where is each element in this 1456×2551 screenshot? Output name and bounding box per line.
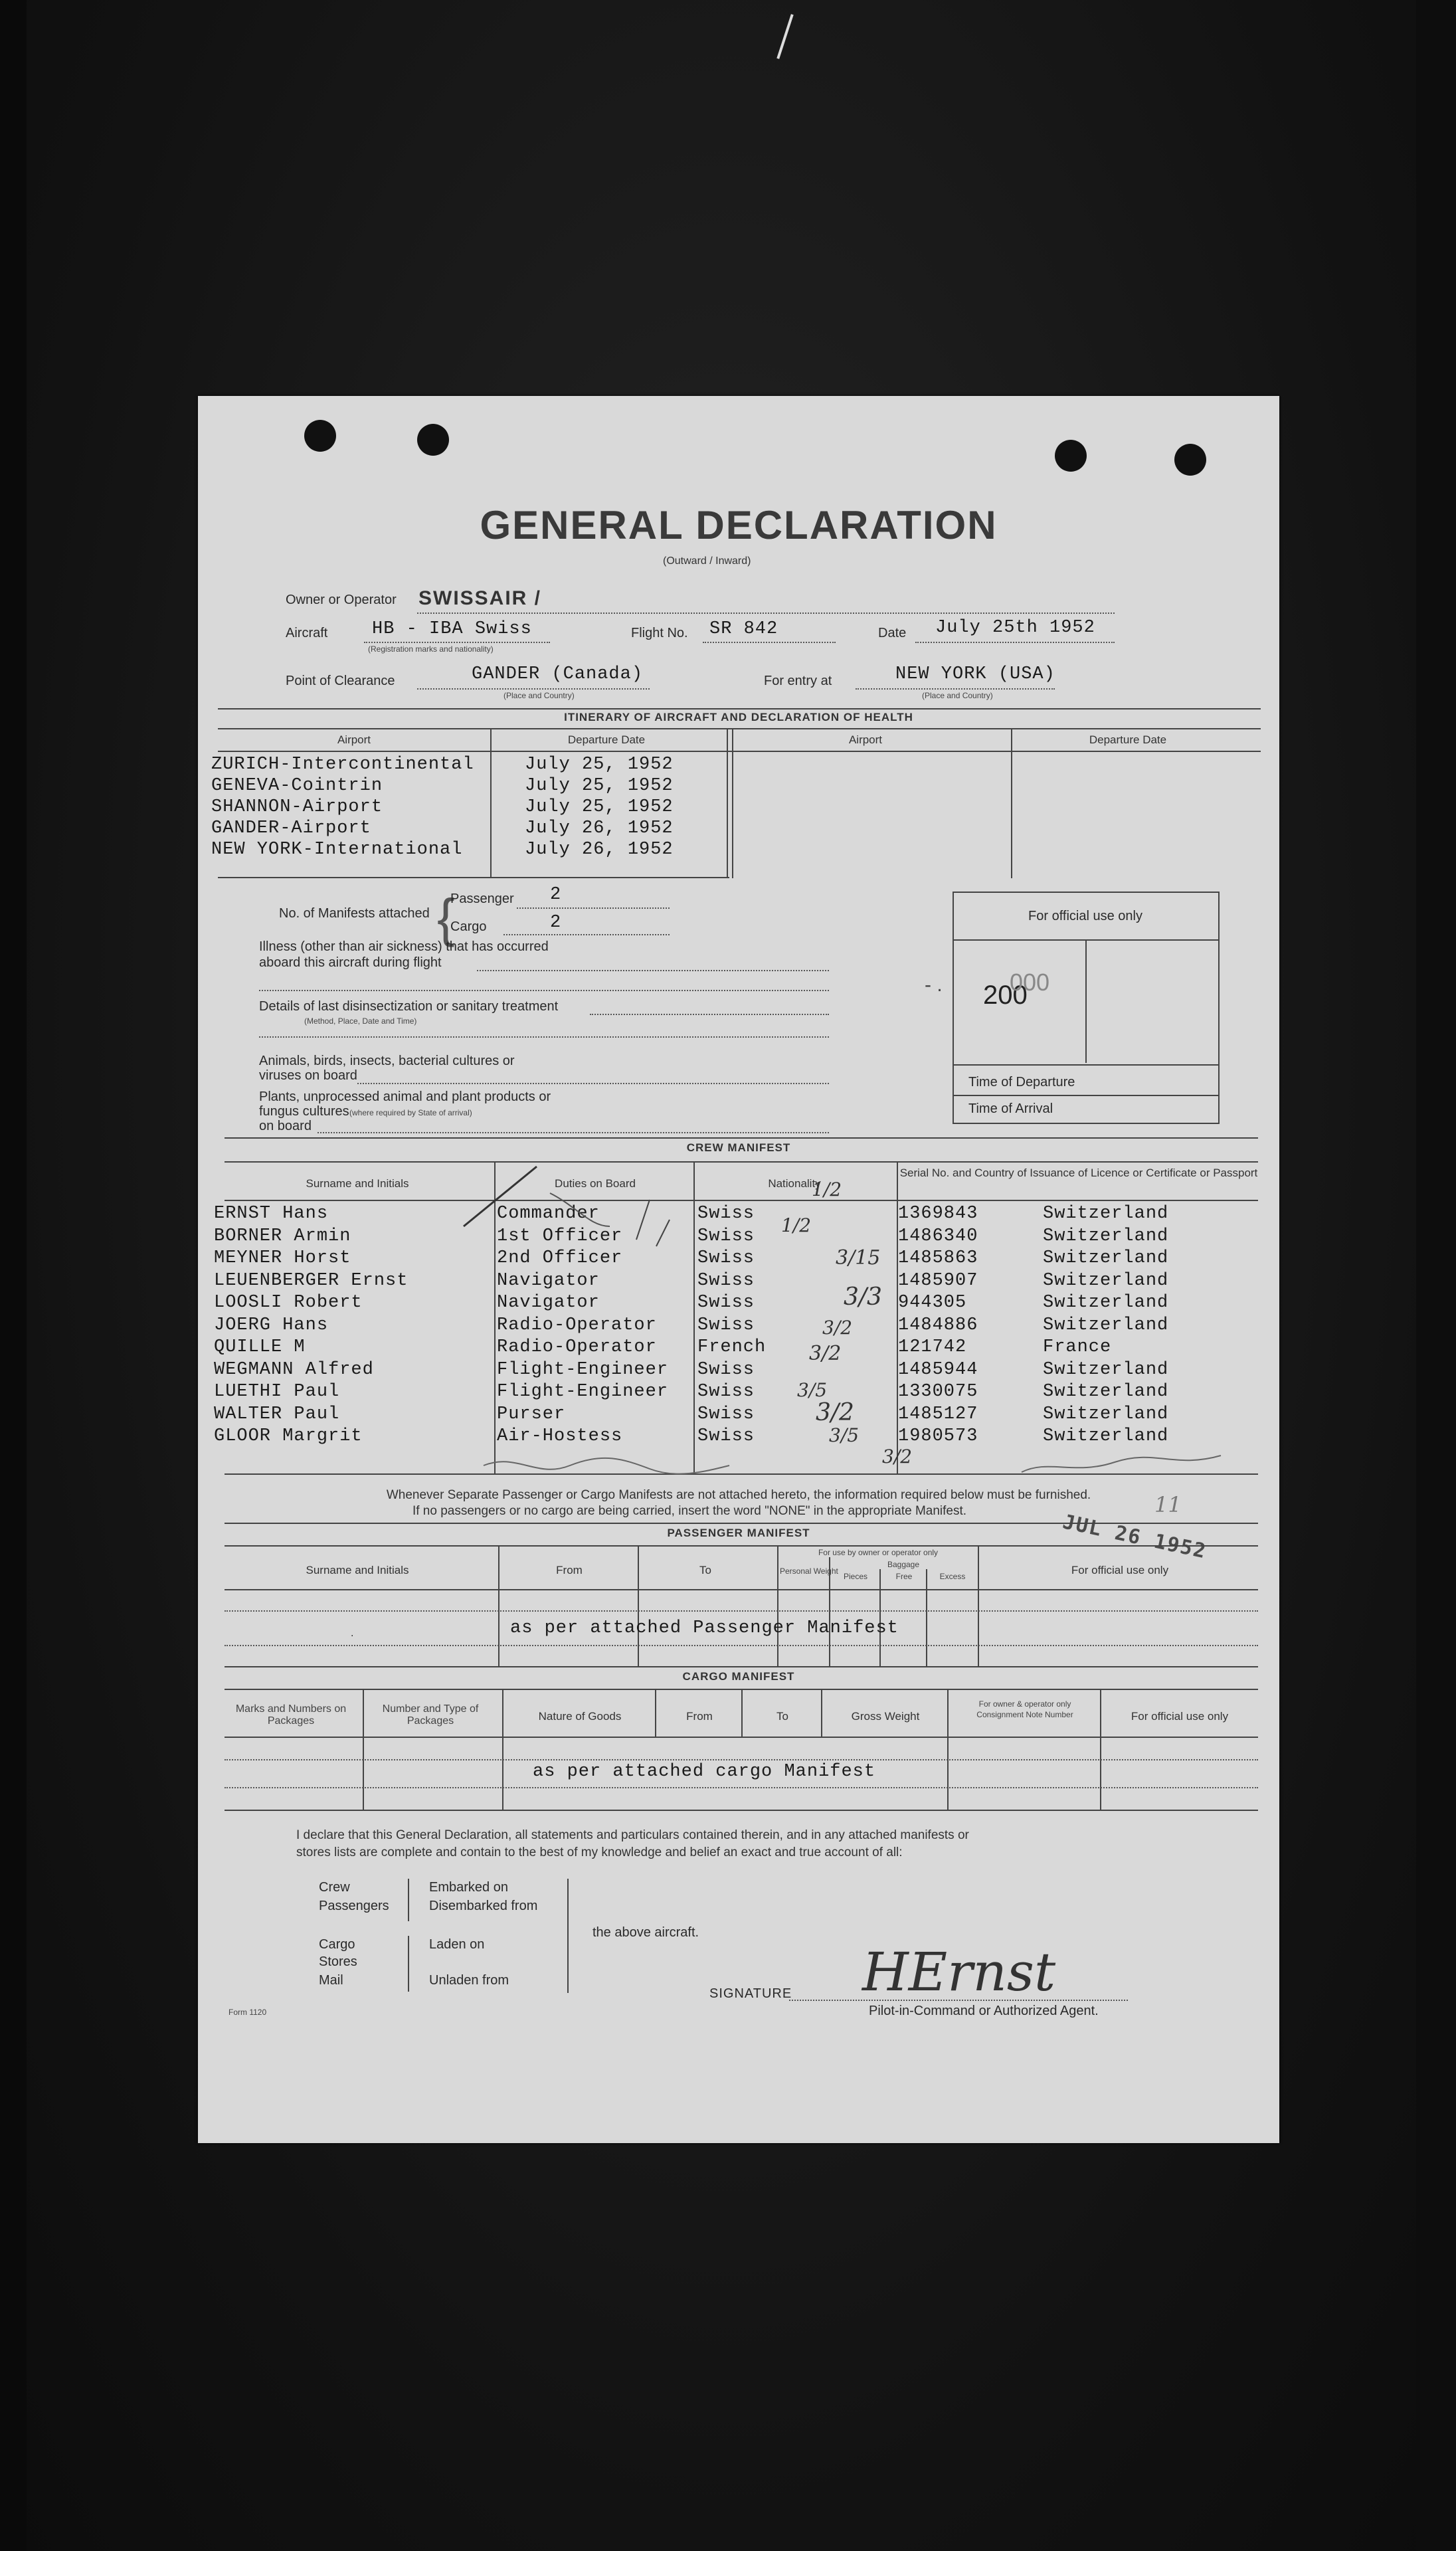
illness-label: Illness (other than air sickness) that has occurred — [259, 939, 549, 954]
pax-divider — [829, 1557, 830, 1666]
crew-nat: Swiss — [697, 1204, 755, 1224]
crew-serial: 1485944 — [898, 1359, 978, 1380]
animals-label-2: viruses on board — [259, 1068, 357, 1083]
illness-label-2: aboard this aircraft during flight — [259, 955, 442, 970]
rule — [225, 1545, 1258, 1547]
crew-serial: 1485863 — [898, 1248, 978, 1268]
cargo-entry: as per attached cargo Manifest — [533, 1762, 876, 1782]
pax-dot: . — [351, 1628, 354, 1639]
owner-value: SWISSAIR / — [418, 587, 542, 609]
notice-line-1: Whenever Separate Passenger or Cargo Manifests are not attached hereto, the information required below must be furnished. — [386, 1488, 1091, 1502]
time-departure-label: Time of Departure — [968, 1075, 1075, 1089]
crew-col-nationality: Nationality — [768, 1177, 821, 1190]
handwritten-mark: 1/2 — [812, 1179, 842, 1200]
pax-row-line — [225, 1645, 1258, 1646]
itin-airport: ZURICH-Intercontinental — [211, 755, 474, 775]
rule — [218, 708, 1261, 709]
illness-line-2 — [259, 990, 829, 991]
box-divider — [1085, 939, 1087, 1063]
declaration-form — [198, 396, 1279, 2143]
cargo-row-line — [225, 1759, 1258, 1760]
official-number-overwritten: 000 — [1010, 969, 1050, 996]
crew-serial: 1369843 — [898, 1204, 978, 1224]
cargo-divider — [821, 1689, 822, 1738]
crew-duty: Air-Hostess — [497, 1426, 623, 1446]
itin-date: July 26, 1952 — [525, 818, 674, 838]
plants-note: (where required by State of arrival) — [349, 1108, 472, 1117]
crew-serial: 1484886 — [898, 1315, 978, 1335]
handwritten-mark: 3/2 — [816, 1399, 854, 1426]
crew-nat: French — [697, 1337, 767, 1357]
decl-disembarked: Disembarked from — [429, 1899, 538, 1913]
aircraft-line — [364, 642, 550, 643]
handwritten-scribble — [477, 1446, 1261, 1485]
crew-name: LOOSLI Robert — [214, 1293, 363, 1313]
handwritten-mark: 3/5 — [829, 1424, 860, 1446]
disinsect-note: (Method, Place, Date and Time) — [304, 1016, 417, 1026]
itinerary-title: ITINERARY OF AIRCRAFT AND DECLARATION OF HEALTH — [564, 711, 913, 723]
handwritten-mark: 3/15 — [836, 1246, 881, 1270]
passenger-label: Passenger — [450, 892, 514, 906]
rule — [225, 1137, 1258, 1139]
clearance-line — [417, 688, 650, 690]
decl-laden: Laden on — [429, 1937, 485, 1952]
itin-col-date-2: Departure Date — [1089, 733, 1167, 746]
itin-airport: NEW YORK-International — [211, 840, 463, 860]
rule — [218, 751, 1261, 752]
declaration-text-1: I declare that this General Declaration, all statements and particulars contained therein, and in any attached manifests or — [296, 1828, 969, 1842]
cargo-col-nature: Nature of Goods — [538, 1710, 622, 1723]
passenger-title: PASSENGER MANIFEST — [667, 1527, 810, 1539]
rule — [225, 1666, 1258, 1667]
decl-cargo: Cargo — [319, 1937, 355, 1952]
scan-edge-right — [1416, 0, 1456, 2551]
crew-serial: 121742 — [898, 1337, 967, 1357]
crew-country: Switzerland — [1043, 1248, 1169, 1268]
itin-date: July 25, 1952 — [525, 755, 674, 775]
pax-row-line — [225, 1610, 1258, 1612]
entry-line — [856, 688, 1055, 690]
punch-hole — [1055, 440, 1087, 472]
cargo-col-consignment: Consignment Note Number — [976, 1710, 1073, 1719]
crew-country: Switzerland — [1043, 1404, 1169, 1424]
cargo-col-number: Number and Type of Packages — [382, 1703, 479, 1727]
date-value: July 25th 1952 — [935, 618, 1095, 638]
handwritten-mark: 1/2 — [781, 1214, 812, 1236]
time-arrival-label: Time of Arrival — [968, 1101, 1053, 1116]
handwritten-mark: 3/2 — [822, 1317, 853, 1339]
signature: HErnst — [862, 1941, 1056, 2003]
handwritten-mark: 3/5 — [797, 1379, 828, 1401]
manifests-label: No. of Manifests attached — [279, 906, 430, 921]
itin-col-date: Departure Date — [567, 733, 646, 746]
crew-duty: Navigator — [497, 1270, 600, 1291]
cargo-divider — [502, 1689, 503, 1810]
handwritten-mark: 3/3 — [844, 1283, 882, 1311]
crew-nat: Swiss — [697, 1226, 755, 1246]
flight-line — [703, 642, 836, 643]
crew-nat: Swiss — [697, 1359, 755, 1380]
cargo-row-line — [225, 1787, 1258, 1788]
crew-name: QUILLE M — [214, 1337, 306, 1357]
pax-col-owner: For use by owner or operator only — [818, 1548, 939, 1557]
animals-line — [357, 1083, 829, 1084]
cargo-col-owner: For owner & operator only — [978, 1699, 1071, 1709]
itin-divider — [490, 728, 492, 878]
cargo-divider — [363, 1689, 364, 1810]
animals-label: Animals, birds, insects, bacterial cultures or — [259, 1054, 515, 1068]
date-line — [915, 642, 1115, 643]
itin-date: July 26, 1952 — [525, 840, 674, 860]
pax-col-name: Surname and Initials — [306, 1564, 409, 1576]
rule — [218, 877, 729, 878]
crew-duty: Flight-Engineer — [497, 1382, 669, 1402]
cargo-count: 2 — [550, 913, 562, 933]
cargo-divider — [741, 1689, 743, 1738]
pax-col-pieces: Pieces — [843, 1572, 868, 1581]
pax-col-from: From — [556, 1564, 583, 1576]
crew-country: Switzerland — [1043, 1382, 1169, 1402]
crew-nat: Swiss — [697, 1315, 755, 1335]
rule — [225, 1810, 1258, 1811]
crew-serial: 1485907 — [898, 1270, 978, 1291]
crew-serial: 1330075 — [898, 1382, 978, 1402]
clearance-label: Point of Clearance — [286, 674, 395, 688]
crew-name: MEYNER Horst — [214, 1248, 351, 1268]
crew-duty: 2nd Officer — [497, 1248, 623, 1268]
crew-nat: Swiss — [697, 1382, 755, 1402]
pax-col-baggage: Baggage — [887, 1560, 920, 1569]
crew-country: Switzerland — [1043, 1270, 1169, 1291]
passenger-count: 2 — [550, 885, 562, 905]
form-title: GENERAL DECLARATION — [480, 503, 998, 547]
clearance-value: GANDER (Canada) — [472, 664, 644, 684]
handwritten-mark: 3/2 — [882, 1446, 913, 1467]
pax-divider — [638, 1545, 639, 1666]
flight-value: SR 842 — [709, 619, 778, 639]
plants-label: Plants, unprocessed animal and plant products or — [259, 1089, 551, 1104]
cargo-title: CARGO MANIFEST — [682, 1670, 795, 1683]
decl-embarked: Embarked on — [429, 1880, 508, 1895]
itin-date: July 25, 1952 — [525, 797, 674, 817]
cargo-col-to: To — [776, 1710, 788, 1723]
crew-country: Switzerland — [1043, 1293, 1169, 1313]
rule — [218, 728, 1261, 729]
clearance-note: (Place and Country) — [503, 691, 575, 700]
signature-role: Pilot-in-Command or Authorized Agent. — [869, 2004, 1099, 2018]
decl-unladen: Unladen from — [429, 1973, 509, 1988]
disinsect-line-2 — [259, 1036, 829, 1038]
flight-label: Flight No. — [631, 626, 688, 640]
itin-airport: GANDER-Airport — [211, 818, 371, 838]
rule — [225, 1523, 1258, 1524]
plants-label-3: on board — [259, 1119, 312, 1133]
itin-date: July 25, 1952 — [525, 776, 674, 796]
cargo-divider — [947, 1689, 949, 1810]
crew-col-duty: Duties on Board — [555, 1177, 636, 1190]
entry-label: For entry at — [764, 674, 832, 688]
date-label: Date — [878, 626, 907, 640]
brace: { — [437, 888, 455, 947]
pax-divider — [498, 1545, 500, 1666]
owner-label: Owner or Operator — [286, 593, 397, 607]
crew-col-serial: Serial No. and Country of Issuance of Licence or Certificate or Passport — [899, 1167, 1258, 1179]
crew-name: GLOOR Margrit — [214, 1426, 363, 1446]
pax-divider — [926, 1569, 927, 1666]
pencil-mark: - . — [925, 974, 943, 996]
cargo-col-official: For official use only — [1131, 1710, 1229, 1723]
pax-col-free: Free — [895, 1572, 913, 1581]
rule — [225, 1589, 1258, 1590]
crew-name: JOERG Hans — [214, 1315, 329, 1335]
itin-divider — [727, 728, 728, 878]
pax-divider — [978, 1545, 979, 1666]
aircraft-note: (Registration marks and nationality) — [368, 644, 494, 654]
crew-country: Switzerland — [1043, 1315, 1169, 1335]
passenger-line — [517, 907, 670, 909]
decl-mail: Mail — [319, 1973, 343, 1988]
declaration-text-2: stores lists are complete and contain to the best of my knowledge and belief an exact and true account of all: — [296, 1845, 903, 1859]
pax-col-excess: Excess — [939, 1572, 966, 1581]
decl-brace — [408, 1936, 409, 1992]
handwritten-mark: 11 — [1154, 1492, 1182, 1517]
rule — [953, 1064, 1218, 1066]
plants-label-2: fungus cultures — [259, 1104, 349, 1119]
decl-passengers: Passengers — [319, 1899, 389, 1913]
punch-hole — [1174, 444, 1206, 476]
crew-duty: Commander — [497, 1204, 600, 1224]
cargo-line — [503, 934, 670, 935]
crew-duty: Purser — [497, 1404, 566, 1424]
crew-serial: 1980573 — [898, 1426, 978, 1446]
crew-name: ERNST Hans — [214, 1204, 329, 1224]
form-subtitle: (Outward / Inward) — [663, 555, 751, 567]
crew-country: Switzerland — [1043, 1204, 1169, 1224]
crew-duty: 1st Officer — [497, 1226, 623, 1246]
crew-serial: 944305 — [898, 1293, 967, 1313]
pax-col-weight: Personal Weight — [780, 1566, 838, 1576]
cargo-divider — [1100, 1689, 1101, 1810]
disinsect-label: Details of last disinsectization or sanitary treatment — [259, 999, 559, 1014]
decl-stores: Stores — [319, 1954, 357, 1969]
scan-edge-left — [0, 0, 27, 2551]
date-stamp: JUL 26 1952 — [1060, 1510, 1209, 1564]
disinsect-line — [590, 1014, 829, 1015]
owner-line — [417, 613, 1115, 614]
cargo-label: Cargo — [450, 919, 487, 934]
cargo-divider — [655, 1689, 656, 1738]
itin-col-airport-2: Airport — [848, 733, 883, 746]
cargo-col-from: From — [686, 1710, 713, 1723]
pax-col-official: For official use only — [1071, 1564, 1169, 1576]
crew-country: Switzerland — [1043, 1226, 1169, 1246]
aircraft-label: Aircraft — [286, 626, 328, 640]
itin-divider — [1011, 728, 1012, 878]
cargo-col-marks: Marks and Numbers on Packages — [235, 1703, 347, 1727]
crew-serial: 1485127 — [898, 1404, 978, 1424]
pax-col-to: To — [699, 1564, 711, 1576]
plants-line — [318, 1132, 829, 1133]
itin-divider — [732, 728, 733, 878]
itin-airport: GENEVA-Cointrin — [211, 776, 383, 796]
crew-nat: Swiss — [697, 1270, 755, 1291]
official-use-title: For official use only — [1028, 909, 1142, 923]
crew-nat: Swiss — [697, 1248, 755, 1268]
itin-col-airport: Airport — [337, 733, 371, 746]
crew-duty: Navigator — [497, 1293, 600, 1313]
handwritten-mark: 3/2 — [809, 1342, 842, 1365]
crew-name: LEUENBERGER Ernst — [214, 1270, 409, 1291]
entry-note: (Place and Country) — [922, 691, 993, 700]
decl-aircraft: the above aircraft. — [592, 1925, 699, 1940]
punch-hole — [304, 420, 336, 452]
crew-duty: Flight-Engineer — [497, 1359, 669, 1380]
pax-entry: as per attached Passenger Manifest — [510, 1618, 899, 1638]
crew-duty: Radio-Operator — [497, 1315, 657, 1335]
illness-line — [477, 970, 829, 971]
crew-name: LUETHI Paul — [214, 1382, 340, 1402]
pax-divider — [777, 1545, 778, 1666]
cargo-col-weight: Gross Weight — [851, 1710, 920, 1723]
decl-brace — [408, 1879, 409, 1921]
punch-hole — [417, 424, 449, 456]
rule — [953, 1095, 1218, 1096]
crew-name: WALTER Paul — [214, 1404, 340, 1424]
crew-duty: Radio-Operator — [497, 1337, 657, 1357]
crew-serial: 1486340 — [898, 1226, 978, 1246]
notice-line-2: If no passengers or no cargo are being carried, insert the word "NONE" in the appropriate Manifest. — [412, 1504, 967, 1518]
crew-nat: Swiss — [697, 1293, 755, 1313]
crew-nat: Swiss — [697, 1404, 755, 1424]
form-number: Form 1120 — [228, 2008, 267, 2017]
pencil-checkmarks — [450, 1153, 782, 1353]
crew-name: BORNER Armin — [214, 1226, 351, 1246]
crew-nat: Swiss — [697, 1426, 755, 1446]
pax-divider — [879, 1569, 881, 1666]
crew-col-name: Surname and Initials — [306, 1177, 409, 1190]
crew-name: WEGMANN Alfred — [214, 1359, 374, 1380]
crew-country: Switzerland — [1043, 1426, 1169, 1446]
entry-value: NEW YORK (USA) — [895, 664, 1055, 684]
decl-bracket — [567, 1879, 569, 1993]
signature-label: SIGNATURE — [709, 1986, 792, 2001]
official-number: 200 — [983, 981, 1028, 1010]
itin-airport: SHANNON-Airport — [211, 797, 383, 817]
decl-crew: Crew — [319, 1880, 350, 1895]
aircraft-value: HB - IBA Swiss — [372, 619, 532, 639]
crew-country: France — [1043, 1337, 1112, 1357]
crew-title: CREW MANIFEST — [686, 1141, 791, 1154]
crew-country: Switzerland — [1043, 1359, 1169, 1380]
